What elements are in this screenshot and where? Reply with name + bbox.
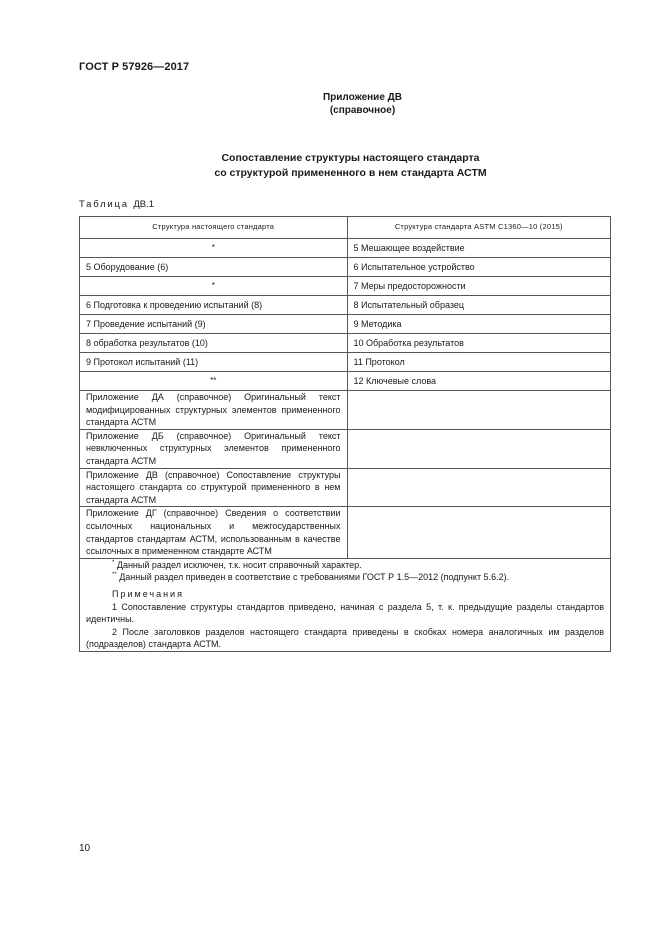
table-cell: 8 обработка результатов (10) bbox=[80, 334, 348, 353]
appendix-title: Приложение ДВ bbox=[322, 92, 403, 103]
table-cell bbox=[347, 429, 611, 468]
footnote bbox=[86, 571, 604, 584]
comparison-table bbox=[79, 216, 611, 652]
table-cell bbox=[347, 507, 611, 558]
table-cell: 8 Испытательный образец bbox=[347, 296, 611, 315]
table-cell: 7 Проведение испытаний (9) bbox=[80, 315, 348, 334]
table-cell: Приложение ДБ (справочное) Оригинальный текст невключенных структурных элементов примененного стандарта АСТМ bbox=[80, 429, 348, 468]
section-title-line-1: Сопоставление структуры настоящего стандарта bbox=[221, 152, 480, 164]
section-title bbox=[20, 151, 661, 181]
table-notes bbox=[80, 558, 611, 651]
appendix-heading bbox=[32, 91, 661, 117]
notes-title: Примечания bbox=[112, 588, 184, 599]
table-row bbox=[80, 507, 611, 558]
footnote-mark: * bbox=[112, 559, 115, 566]
table-cell: Приложение ДВ (справочное) Сопоставление структуры настоящего стандарта со структурой примененного в нем стандарта АСТМ bbox=[80, 468, 348, 507]
column-header-current-standard: Структура настоящего стандарта bbox=[80, 217, 348, 239]
table-row bbox=[80, 277, 611, 296]
table-cell: * bbox=[80, 277, 348, 296]
table-caption-number: ДВ.1 bbox=[133, 199, 155, 210]
table-cell: ** bbox=[80, 372, 348, 391]
footnote-text: Данный раздел исключен, т.к. носит справочный характер. bbox=[116, 559, 362, 570]
table-row bbox=[80, 258, 611, 277]
table-cell: * bbox=[80, 239, 348, 258]
table-row bbox=[80, 334, 611, 353]
table-header-row bbox=[80, 217, 611, 239]
table-cell: 5 Оборудование (6) bbox=[80, 258, 348, 277]
note-item: 2 После заголовков разделов настоящего стандарта приведены в скобках номера аналогичных им разделов (подразделов) стандарта АСТМ. bbox=[86, 626, 604, 650]
section-title-line-2: со структурой примененного в нем стандарта АСТМ bbox=[214, 167, 487, 179]
document-code: ГОСТ Р 57926—2017 bbox=[79, 61, 190, 73]
table-cell bbox=[347, 468, 611, 507]
table-cell: 10 Обработка результатов bbox=[347, 334, 611, 353]
table-cell: 9 Протокол испытаний (11) bbox=[80, 353, 348, 372]
table-cell: 6 Подготовка к проведению испытаний (8) bbox=[80, 296, 348, 315]
table-cell: 12 Ключевые слова bbox=[347, 372, 611, 391]
table-cell: 5 Мешающее воздействие bbox=[347, 239, 611, 258]
table-cell: Приложение ДГ (справочное) Сведения о соответствии ссылочных национальных и межгосударственных стандартов стандартам АСТМ, использованным в качестве ссылочных в примененном стандарте АСТМ bbox=[80, 507, 348, 558]
footnote-text: Данный раздел приведен в соответствие с требованиями ГОСТ Р 1.5—2012 (подпункт 5.6.2). bbox=[119, 572, 510, 583]
table-row bbox=[80, 391, 611, 430]
table-row bbox=[80, 468, 611, 507]
table-row bbox=[80, 296, 611, 315]
table-caption-prefix: Таблица bbox=[79, 199, 129, 210]
table-caption bbox=[79, 199, 154, 210]
table-cell: Приложение ДА (справочное) Оригинальный текст модифицированных структурных элементов примененного стандарта АСТМ bbox=[80, 391, 348, 430]
footnote-mark: ** bbox=[112, 572, 117, 579]
footnote bbox=[86, 559, 604, 572]
page-number: 10 bbox=[79, 843, 91, 854]
table-cell: 7 Меры предосторожности bbox=[347, 277, 611, 296]
table-cell bbox=[347, 391, 611, 430]
table-footer-row bbox=[80, 558, 611, 651]
table-row bbox=[80, 353, 611, 372]
table-row bbox=[80, 239, 611, 258]
appendix-type: (справочное) bbox=[329, 105, 396, 116]
table-cell: 11 Протокол bbox=[347, 353, 611, 372]
table-cell: 6 Испытательное устройство bbox=[347, 258, 611, 277]
note-item: 1 Сопоставление структуры стандартов приведено, начиная с раздела 5, т. к. предыдущие разделы стандартов идентичны. bbox=[86, 601, 604, 625]
table-row bbox=[80, 315, 611, 334]
table-row bbox=[80, 372, 611, 391]
table-cell: 9 Методика bbox=[347, 315, 611, 334]
table-row bbox=[80, 429, 611, 468]
column-header-astm-standard: Структура стандарта ASTM C1360—10 (2015) bbox=[347, 217, 611, 239]
